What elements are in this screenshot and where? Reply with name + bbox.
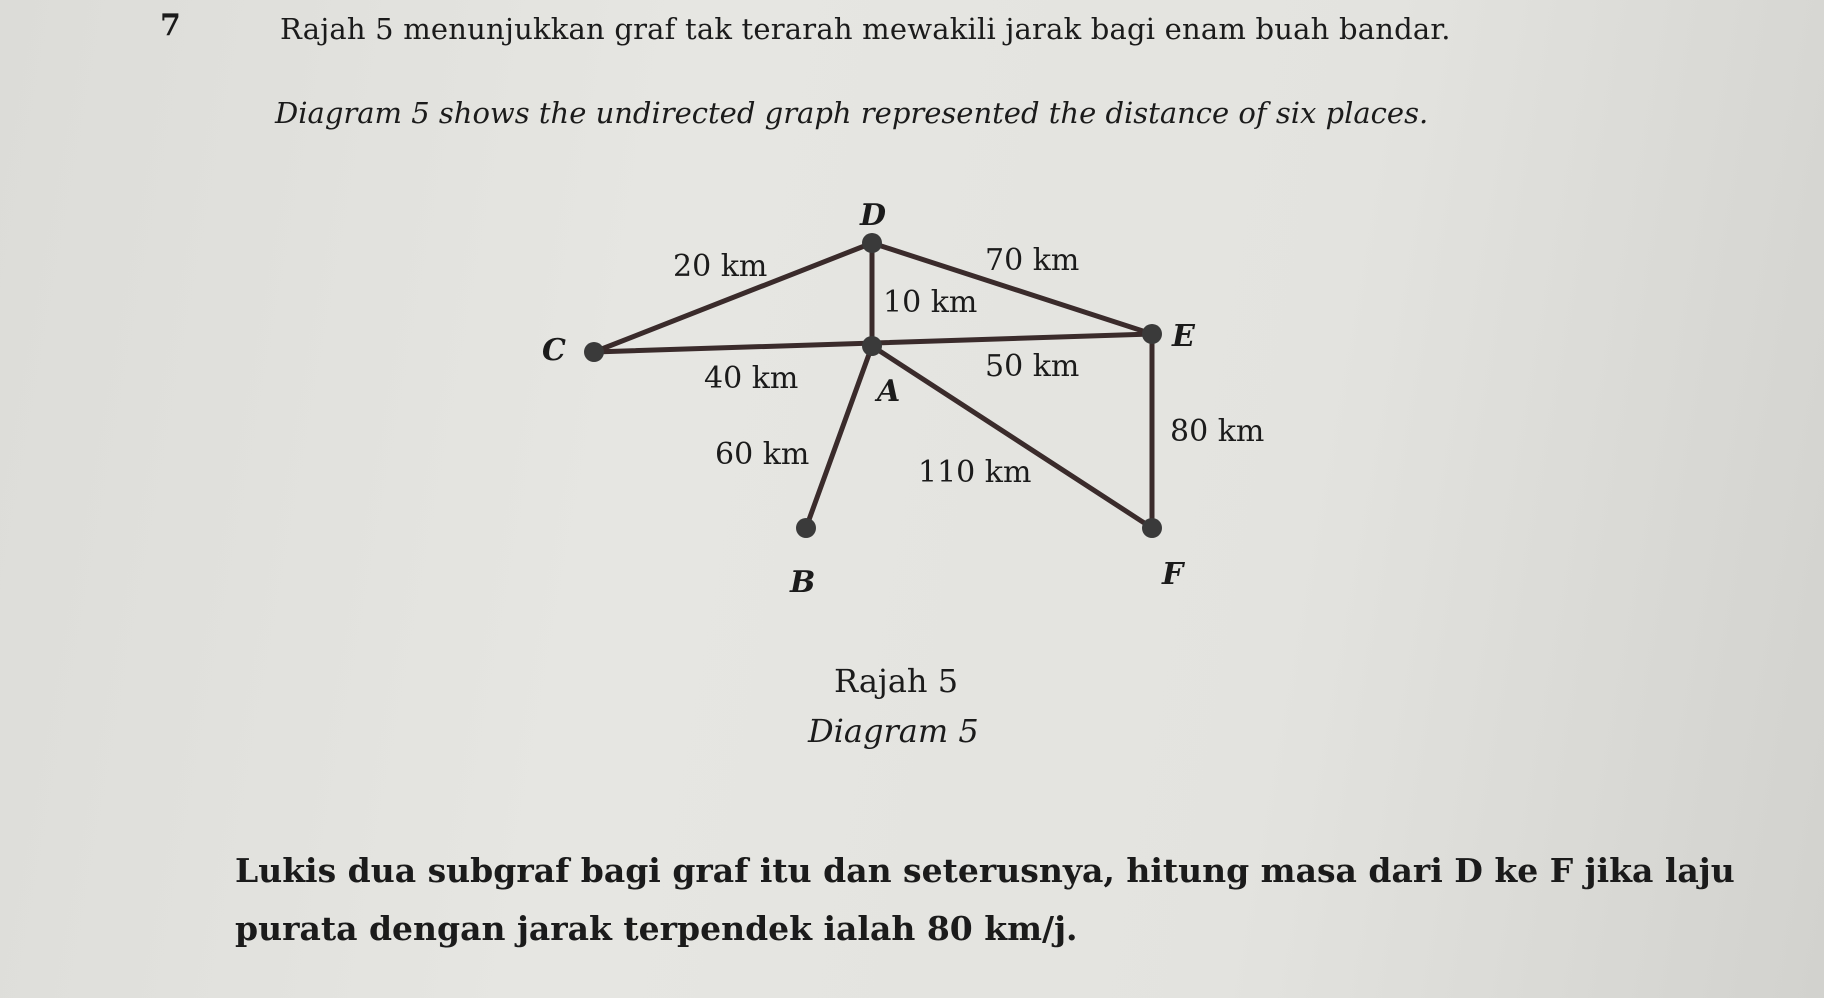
question-number: 7 [160,8,181,43]
vertex-f [1142,518,1162,538]
weight-d-c: 20 km [673,249,768,284]
weight-d-e: 70 km [985,243,1080,278]
weight-a-b: 60 km [715,437,810,472]
diagram-caption-english: Diagram 5 [808,712,979,750]
label-vertex-e: E [1172,319,1195,354]
vertex-b [796,518,816,538]
weight-d-a: 10 km [883,285,978,320]
question-prompt-line1: Lukis dua subgraf bagi graf itu dan seterusnya, hitung masa dari D ke F jika laju [235,851,1735,890]
intro-text-english: Diagram 5 shows the undirected graph represented the distance of six places. [275,96,1429,130]
edge-a-b [806,346,872,528]
label-vertex-d: D [860,198,887,233]
label-vertex-f: F [1162,557,1184,592]
vertex-c [584,342,604,362]
weight-a-f: 110 km [918,455,1032,490]
label-vertex-a: A [877,374,901,409]
intro-text-malay: Rajah 5 menunjukkan graf tak terarah mewakili jarak bagi enam buah bandar. [280,12,1451,46]
weight-a-e: 50 km [985,349,1080,384]
diagram-caption-malay: Rajah 5 [834,662,959,700]
vertex-e [1142,324,1162,344]
vertex-d [862,233,882,253]
weight-e-f: 80 km [1170,414,1265,449]
label-vertex-c: C [542,333,566,368]
question-prompt-line2: purata dengan jarak terpendek ialah 80 km/j. [235,909,1078,948]
question-prompt [235,842,1735,958]
weight-c-a: 40 km [704,361,799,396]
vertex-a [862,336,882,356]
label-vertex-b: B [790,565,816,600]
